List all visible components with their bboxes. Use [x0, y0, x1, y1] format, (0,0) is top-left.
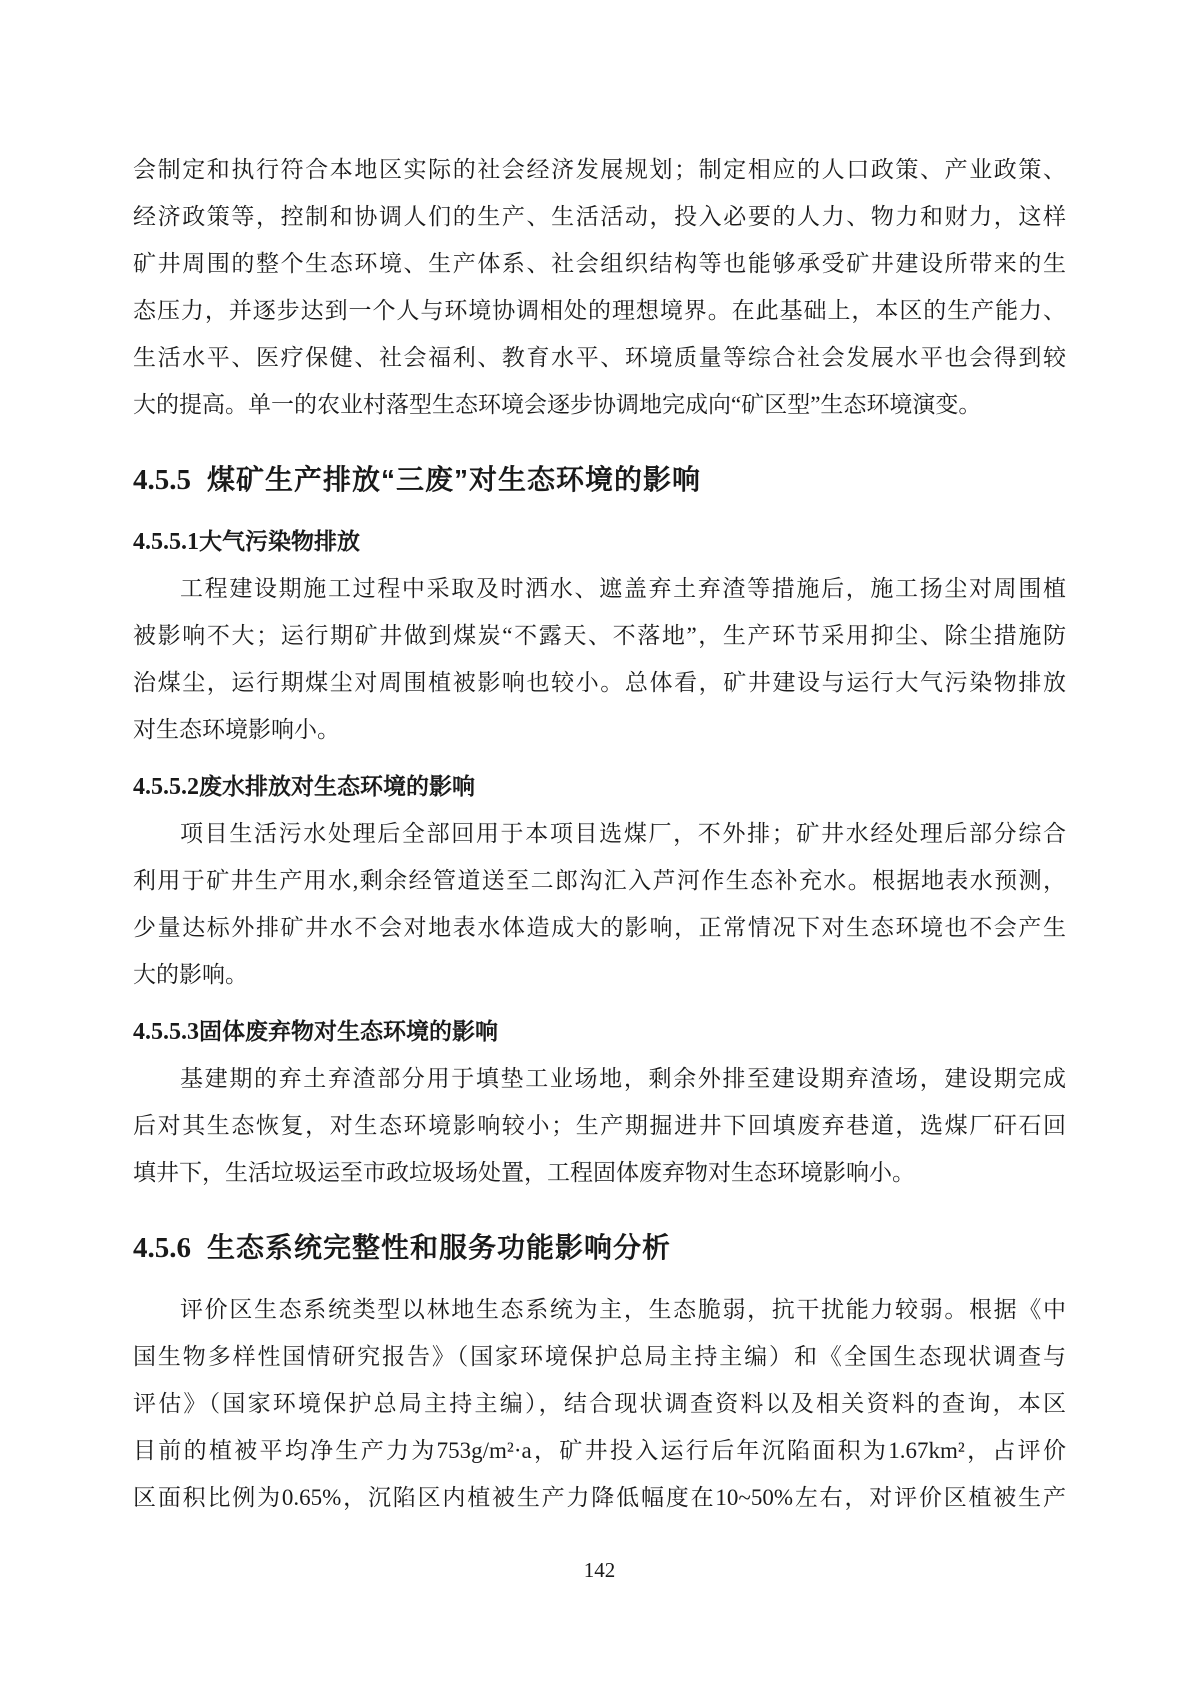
body-line: 后对其生态恢复，对生态环境影响较小；生产期掘进井下回填废弃巷道，选煤厂矸石回: [133, 1113, 1066, 1138]
body-line: 被影响不大；运行期矿井做到煤炭“不露天、不落地”，生产环节采用抑尘、除尘措施防: [133, 623, 1066, 648]
body-line: 基建期的弃土弃渣部分用于填垫工业场地，剩余外排至建设期弃渣场，建设期完成: [180, 1066, 1066, 1091]
heading-number: 4.5.5.3: [133, 1019, 199, 1045]
body-line: 评价区生态系统类型以林地生态系统为主，生态脆弱，抗干扰能力较弱。根据《中: [180, 1297, 1066, 1322]
heading-number: 4.5.6: [133, 1232, 191, 1264]
heading-title: 固体废弃物对生态环境的影响: [199, 1018, 498, 1044]
body-line: 工程建设期施工过程中采取及时洒水、遮盖弃土弃渣等措施后，施工扬尘对周围植: [180, 576, 1066, 601]
body-line: 填井下，生活垃圾运至市政垃圾场处置，工程固体废弃物对生态环境影响小。: [133, 1160, 915, 1185]
paragraph-ecosystem-analysis: [133, 1286, 1066, 1521]
subsection-heading-4-5-5-3: [133, 1008, 1066, 1055]
paragraph-wastewater: [133, 810, 1066, 998]
subsection-heading-4-5-5-1: [133, 518, 1066, 565]
body-line: 生活水平、医疗保健、社会福利、教育水平、环境质量等综合社会发展水平也会得到较: [133, 345, 1066, 370]
heading-title: 废水排放对生态环境的影响: [199, 773, 475, 799]
body-line: 对生态环境影响小。: [133, 717, 340, 742]
section-heading-4-5-6: [133, 1220, 1066, 1276]
paragraph-solid-waste: [133, 1055, 1066, 1196]
paragraph-continued: [133, 146, 1066, 428]
body-line: 经济政策等，控制和协调人们的生产、生活活动，投入必要的人力、物力和财力，这样: [133, 204, 1066, 229]
body-line: 会制定和执行符合本地区实际的社会经济发展规划；制定相应的人口政策、产业政策、: [133, 157, 1066, 182]
body-line: 大的提高。单一的农业村落型生态环境会逐步协调地完成向“矿区型”生态环境演变。: [133, 392, 982, 417]
subsection-heading-4-5-5-2: [133, 763, 1066, 810]
body-line: 评估》（国家环境保护总局主持主编），结合现状调查资料以及相关资料的查询，本区: [133, 1391, 1066, 1416]
body-line: 目前的植被平均净生产力为753g/m²·a，矿井投入运行后年沉陷面积为1.67km²，占评价: [133, 1438, 1066, 1463]
page-number: 142: [583, 1558, 616, 1582]
page-content: [133, 146, 1066, 1521]
heading-title: 生态系统完整性和服务功能影响分析: [207, 1232, 672, 1263]
section-heading-4-5-5: [133, 452, 1066, 508]
heading-title: 煤矿生产排放“三废”对生态环境的影响: [207, 464, 702, 495]
body-line: 少量达标外排矿井水不会对地表水体造成大的影响，正常情况下对生态环境也不会产生: [133, 915, 1066, 940]
heading-number: 4.5.5: [133, 464, 191, 496]
paragraph-air-pollutants: [133, 565, 1066, 753]
body-line: 利用于矿井生产用水,剩余经管道送至二郎沟汇入芦河作生态补充水。根据地表水预测，: [133, 868, 1066, 893]
body-line: 区面积比例为0.65%，沉陷区内植被生产力降低幅度在10~50%左右，对评价区植被生产: [133, 1485, 1066, 1510]
body-line: 态压力，并逐步达到一个人与环境协调相处的理想境界。在此基础上，本区的生产能力、: [133, 298, 1066, 323]
body-line: 治煤尘，运行期煤尘对周围植被影响也较小。总体看，矿井建设与运行大气污染物排放: [133, 670, 1066, 695]
body-line: 项目生活污水处理后全部回用于本项目选煤厂，不外排；矿井水经处理后部分综合: [180, 821, 1066, 846]
body-line: 大的影响。: [133, 962, 248, 987]
heading-number: 4.5.5.1: [133, 529, 199, 555]
heading-title: 大气污染物排放: [199, 528, 360, 554]
body-line: 矿井周围的整个生态环境、生产体系、社会组织结构等也能够承受矿井建设所带来的生: [133, 251, 1066, 276]
heading-number: 4.5.5.2: [133, 774, 199, 800]
body-line: 国生物多样性国情研究报告》（国家环境保护总局主持主编）和《全国生态现状调查与: [133, 1344, 1066, 1369]
